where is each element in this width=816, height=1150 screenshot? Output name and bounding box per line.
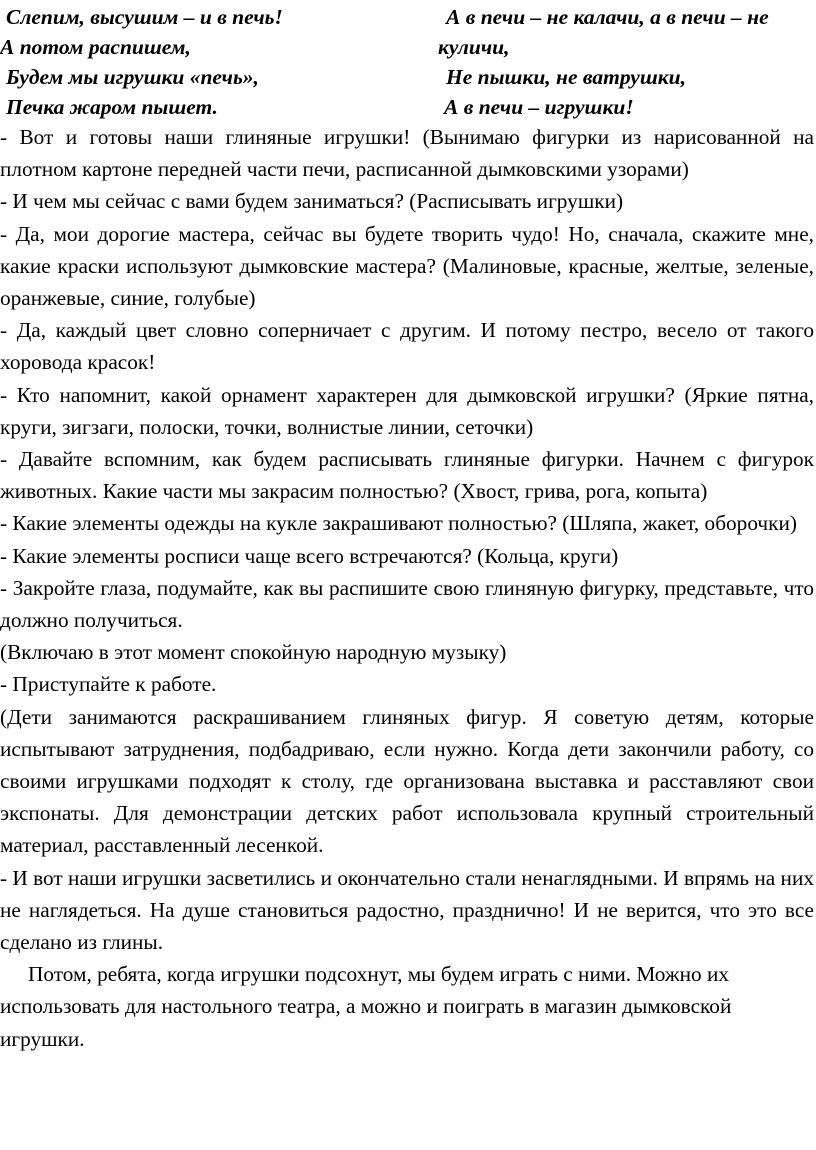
poem-block <box>0 2 816 130</box>
poem-line: А в печи – не калачи, а в печи – не <box>446 5 769 29</box>
paragraph: - Давайте вспомним, как будем расписывать глиняные фигурки. Начнем с фигурок животных. Какие части мы закрасим полностью? (Хвост, грива, рога, копыта) <box>0 447 814 504</box>
paragraph: (Включаю в этот момент спокойную народную музыку) <box>0 640 507 665</box>
lesson-text <box>0 121 814 1055</box>
poem-line: А в печи – игрушки! <box>444 95 634 119</box>
paragraph: - Какие элементы одежды на кукле закрашивают полностью? (Шляпа, жакет, оборочки) <box>0 511 797 536</box>
poem-column-left <box>0 2 406 122</box>
poem-line: Печка жаром пышет. <box>6 95 218 119</box>
paragraph: Потом, ребята, когда игрушки подсохнут, мы будем играть с ними. Можно их использовать для настольного театра, а можно и поиграть в магазин дымковской игрушки. <box>0 962 732 1051</box>
paragraph: - Приступайте к работе. <box>0 672 217 697</box>
poem-column-right <box>438 2 814 122</box>
paragraph: - Кто напомнит, какой орнамент характерен для дымковской игрушки? (Яркие пятна, круги, зигзаги, полоски, точки, волнистые линии, сеточки) <box>0 382 814 439</box>
paragraph: - Да, каждый цвет словно соперничает с другим. И потому пестро, весело от такого хоровода красок! <box>0 318 814 375</box>
poem-line: Не пышки, не ватрушки, <box>446 65 686 89</box>
paragraph: - Какие элементы росписи чаще всего встречаются? (Кольца, круги) <box>0 543 619 568</box>
paragraph: - И вот наши игрушки засветились и окончательно стали ненаглядными. И впрямь на них не наглядеться. На душе становиться радостно, празднично! И не верится, что это все сделано из глины. <box>0 865 814 955</box>
paragraph: (Дети занимаются раскрашиванием глиняных фигур. Я советую детям, которые испытывают затруднения, подбадриваю, если нужно. Когда дети закончили работу, со своими игрушками подходят к столу, где организована выставка и расставляют свои экспонаты. Для демонстрации детских работ использовала крупный строительный материал, расставленный лесенкой. <box>0 704 814 858</box>
poem-line: А потом распишем, <box>0 35 191 59</box>
poem-line: куличи, <box>438 35 510 59</box>
paragraph: - И чем мы сейчас с вами будем заниматься? (Расписывать игрушки) <box>0 189 624 214</box>
paragraph: - Закройте глаза, подумайте, как вы распишите свою глиняную фигурку, представьте, что должно получиться. <box>0 575 814 633</box>
paragraph: - Вот и готовы наши глиняные игрушки! (Вынимаю фигурки из нарисованной на плотном картоне передней части печи, расписанной дымковскими узорами) <box>0 125 814 182</box>
poem-line: Слепим, высушим – и в печь! <box>6 5 283 29</box>
paragraph: - Да, мои дорогие мастера, сейчас вы будете творить чудо! Но, сначала, скажите мне, какие краски используют дымковские мастера? (Малиновые, красные, желтые, зеленые, оранжевые, синие, голубые) <box>0 221 814 311</box>
poem-line: Будем мы игрушки «печь», <box>6 65 259 89</box>
